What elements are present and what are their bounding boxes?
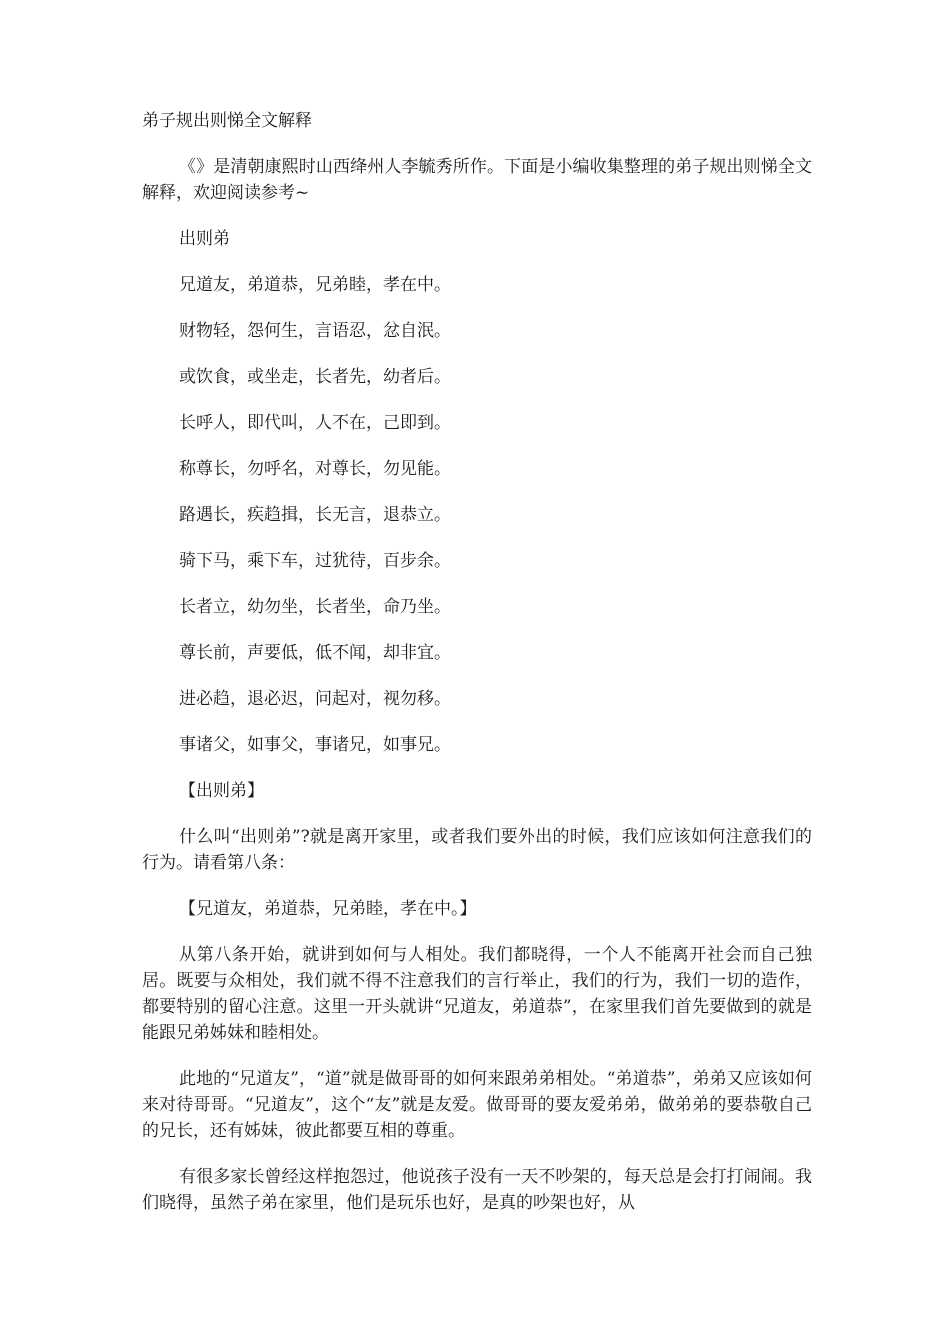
intro-paragraph: 《》是清朝康熙时山西绛州人李毓秀所作。下面是小编收集整理的弟子规出则悌全文解释，欢迎阅读参考~: [142, 157, 812, 203]
document-title: 弟子规出则悌全文解释: [142, 111, 312, 131]
verse-line: 事诸父，如事父，事诸兄，如事兄。: [179, 735, 451, 755]
body-paragraph-2: 从第八条开始，就讲到如何与人相处。我们都晓得，一个人不能离开社会而自己独居。既要与众相处，我们就不得不注意我们的言行举止，我们的行为，我们一切的造作，都要特别的留心注意。这里一开头就讲“兄道友，弟道恭”，在家里我们首先要做到的就是能跟兄弟姊妹和睦相处。: [142, 945, 812, 1043]
verse-line: 财物轻，怨何生，言语忍，忿自泯。: [179, 321, 451, 341]
verse-line: 进必趋，退必迟，问起对，视勿移。: [179, 689, 451, 709]
verse-line: 兄道友，弟道恭，兄弟睦，孝在中。: [179, 275, 451, 295]
verse-line: 或饮食，或坐走，长者先，幼者后。: [179, 367, 451, 387]
verse-line: 称尊长，勿呼名，对尊长，勿见能。: [179, 459, 451, 479]
verse-line: 长呼人，即代叫，人不在，己即到。: [179, 413, 451, 433]
verse-line: 骑下马，乘下车，过犹待，百步余。: [179, 551, 451, 571]
verse-line: 尊长前，声要低，低不闻，却非宜。: [179, 643, 451, 663]
section-heading: 出则弟: [179, 229, 230, 249]
document-page: [142, 108, 812, 1236]
bracket-heading: 【出则弟】: [179, 781, 264, 801]
verse-line: 长者立，幼勿坐，长者坐，命乃坐。: [179, 597, 451, 617]
body-paragraph-3: 此地的“兄道友”，“道”就是做哥哥的如何来跟弟弟相处。“弟道恭”，弟弟又应该如何来对待哥哥。“兄道友”，这个“友”就是友爱。做哥哥的要友爱弟弟，做弟弟的要恭敬自己的兄长，还有姊妹，彼此都要互相的尊重。: [142, 1069, 812, 1141]
body-paragraph-4: 有很多家长曾经这样抱怨过，他说孩子没有一天不吵架的，每天总是会打打闹闹。我们晓得，虽然子弟在家里，他们是玩乐也好，是真的吵架也好，从: [142, 1167, 812, 1213]
bracket-verse: 【兄道友，弟道恭，兄弟睦，孝在中。】: [179, 899, 477, 919]
body-paragraph-1: 什么叫“出则弟”?就是离开家里，或者我们要外出的时候，我们应该如何注意我们的行为。请看第八条：: [142, 827, 812, 873]
verse-line: 路遇长，疾趋揖，长无言，退恭立。: [179, 505, 451, 525]
